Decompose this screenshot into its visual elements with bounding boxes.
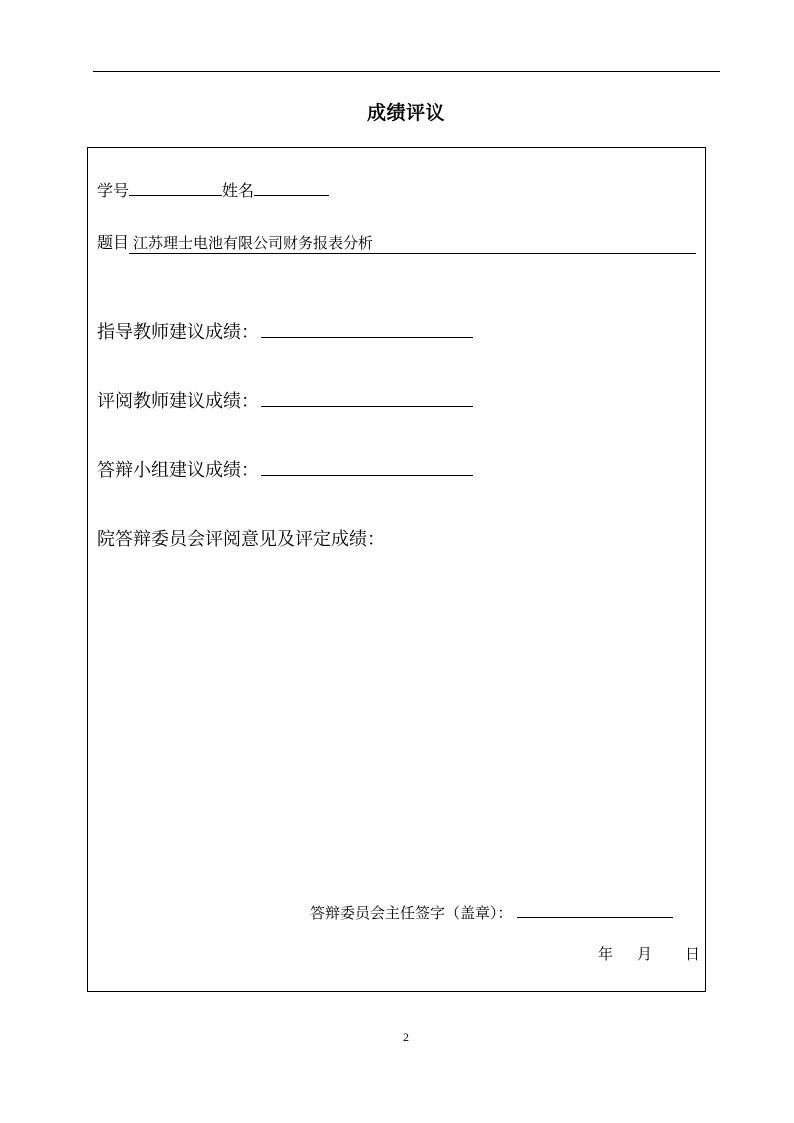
student-info-row bbox=[97, 178, 329, 201]
committee-opinion-label: 院答辩委员会评阅意见及评定成绩： bbox=[97, 529, 385, 550]
advisor-grade-label: 指导教师建议成绩： bbox=[97, 322, 259, 343]
defense-group-grade-field[interactable] bbox=[261, 475, 473, 476]
reviewer-grade-label: 评阅教师建议成绩： bbox=[97, 391, 259, 412]
chair-signature-field[interactable] bbox=[517, 917, 673, 918]
name-label: 姓名 bbox=[222, 181, 255, 200]
reviewer-grade-field[interactable] bbox=[261, 406, 473, 407]
topic-field[interactable] bbox=[129, 232, 696, 254]
advisor-grade-row bbox=[97, 318, 473, 344]
chair-signature-row bbox=[310, 902, 673, 923]
topic-label: 题目 bbox=[97, 233, 130, 252]
student-id-label: 学号 bbox=[97, 181, 130, 200]
page-title: 成绩评议 bbox=[366, 102, 445, 124]
student-id-field[interactable] bbox=[129, 195, 222, 196]
date-month-label: 月 bbox=[637, 945, 653, 963]
name-field[interactable] bbox=[254, 195, 329, 196]
chair-signature-label: 答辩委员会主任签字（盖章）： bbox=[310, 904, 513, 922]
page-number: 2 bbox=[403, 1030, 409, 1044]
defense-group-grade-label: 答辩小组建议成绩： bbox=[97, 460, 259, 481]
date-year-label: 年 bbox=[598, 945, 614, 963]
date-day-label: 日 bbox=[685, 945, 701, 963]
header-rule bbox=[93, 71, 720, 72]
topic-value: 江苏理士电池有限公司财务报表分析 bbox=[133, 234, 374, 252]
topic-row bbox=[97, 230, 700, 254]
advisor-grade-field[interactable] bbox=[261, 337, 473, 338]
defense-group-grade-row bbox=[97, 456, 473, 482]
grade-evaluation-form bbox=[87, 147, 706, 992]
reviewer-grade-row bbox=[97, 387, 473, 413]
